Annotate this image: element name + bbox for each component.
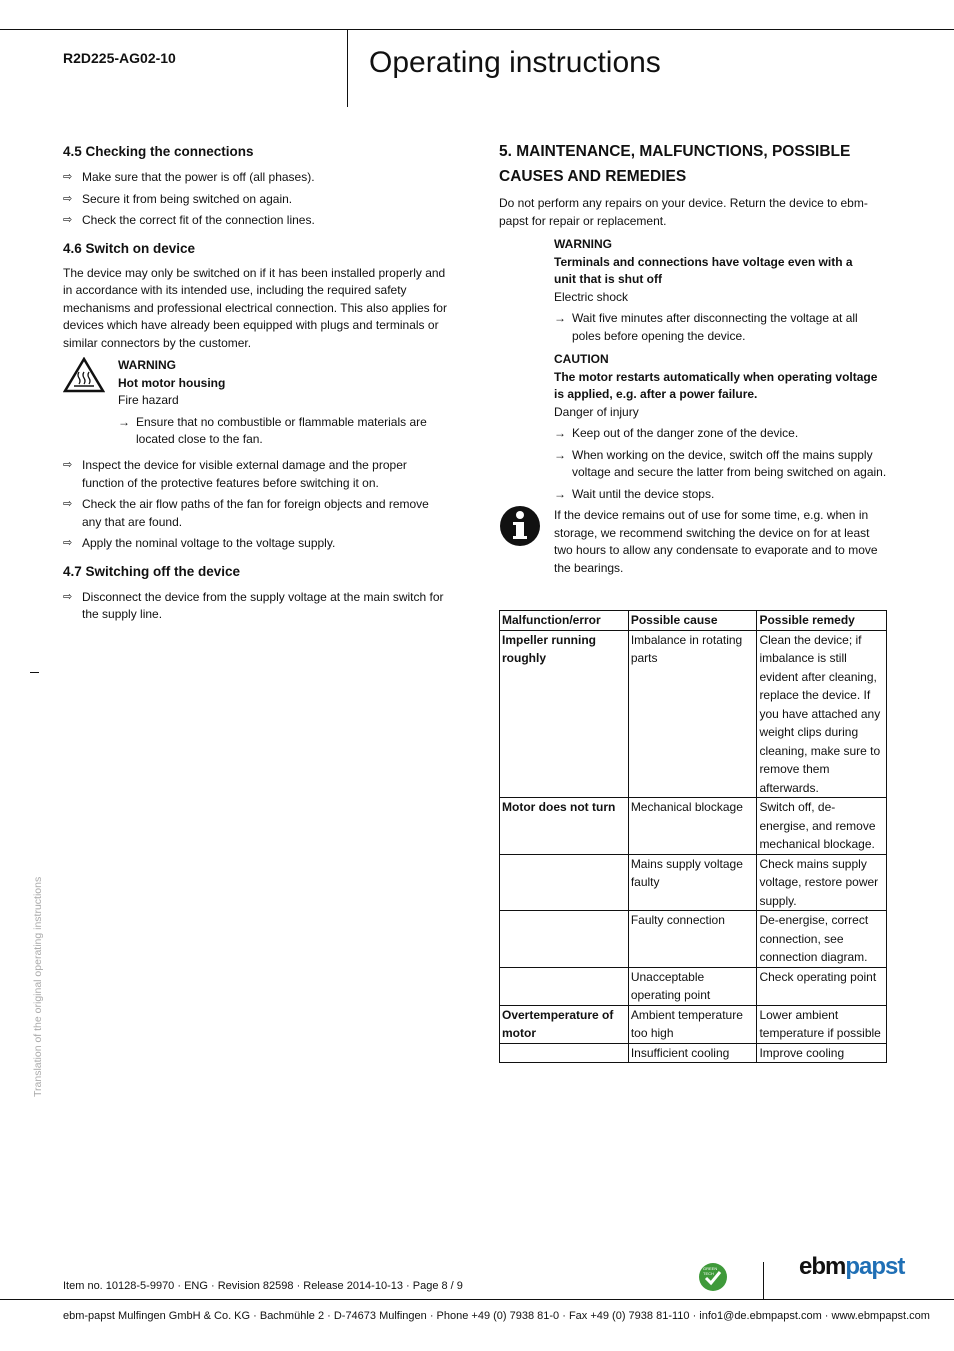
warning-actions — [118, 414, 448, 449]
side-note: Translation of the original operating instructions — [32, 876, 44, 1097]
table-cell: Faulty connection — [628, 911, 757, 968]
caution-label: CAUTION — [554, 352, 609, 366]
warning-label: WARNING — [554, 237, 612, 251]
table-cell — [500, 1043, 629, 1063]
arrow-bullet-icon: ⇨ — [63, 590, 73, 603]
table-cell: Overtemperature of motor — [500, 1005, 629, 1043]
list-item: → Keep out of the danger zone of the device. — [554, 425, 888, 443]
table-cell: Imbalance in rotating parts — [628, 630, 757, 798]
footer-rule — [0, 1299, 954, 1300]
table-header-row — [500, 611, 887, 631]
arrow-bullet-icon: ⇨ — [63, 537, 73, 549]
list-item: ⇨ Make sure that the power is off (all phases). — [63, 169, 449, 187]
right-column — [499, 139, 889, 579]
item-info-line: Item no. 10128-5-9970 · ENG · Revision 82598 · Release 2014-10-13 · Page 8 / 9 — [63, 1280, 463, 1292]
warning-title: Hot motor housing — [118, 375, 226, 390]
hot-surface-warning-icon — [63, 357, 105, 393]
list-item: ⇨ Inspect the device for visible external damage and the proper function of the protective features before switching it on. — [63, 458, 407, 490]
warning-title: Terminals and connections have voltage even with a unit that is shut off — [554, 254, 853, 286]
table-row — [500, 1005, 887, 1043]
table-cell — [500, 967, 629, 1005]
logo-papst: papst — [845, 1253, 905, 1280]
table-cell: Lower ambient temperature if possible — [757, 1005, 887, 1043]
list-item: → Wait until the device stops. — [554, 486, 888, 504]
table-row — [500, 911, 887, 968]
right-arrow-icon: → — [554, 426, 566, 440]
company-address-line: ebm-papst Mulfingen GmbH & Co. KG · Bachmühle 2 · D-74673 Mulfingen · Phone +49 (0) 7938 81-0 · Fax +49 (0) 7938 81-110 · info1@de.ebmpapst.com · www.ebmpapst.com — [63, 1310, 930, 1322]
arrow-bullet-icon: ⇨ — [63, 214, 73, 226]
warning-subtitle: Electric shock — [554, 289, 629, 304]
header-top-rule — [0, 29, 954, 30]
caution-actions — [554, 425, 888, 503]
section-4-7-list — [63, 589, 449, 624]
list-item: → Ensure that no combustible or flammable materials are located close to the fan. — [118, 414, 427, 446]
malfunction-table — [499, 610, 887, 1063]
info-block — [499, 507, 889, 579]
caution-block — [554, 351, 888, 503]
table-row — [500, 854, 887, 911]
right-arrow-icon: → — [554, 447, 566, 462]
section-4-7-heading: 4.7 Switching off the device — [63, 563, 241, 579]
column-header: Possible remedy — [757, 611, 887, 631]
section-5-heading: 5. MAINTENANCE, MALFUNCTIONS, POSSIBLE CAUSES AND REMEDIES — [499, 143, 851, 185]
header-divider — [347, 29, 348, 107]
section-4-6-heading: 4.6 Switch on device — [63, 240, 196, 256]
electric-warning-block — [554, 236, 888, 345]
warning-label: WARNING — [118, 358, 176, 372]
table-cell: Clean the device; if imbalance is still evident after cleaning, replace the device. If you have attached any weight clips during cleaning, make sure to remove them afterwards. — [757, 630, 887, 798]
logo-ebm: ebm — [799, 1253, 846, 1280]
section-4-6-text: The device may only be switched on if it has been installed properly and in accordance with its intended use, including the required safety mechanisms and professional electrical connection. This also applies for devices which have already been equipped with plugs and terminals or similar connectors by the customer. — [63, 265, 447, 350]
table-cell: Check operating point — [757, 967, 887, 1005]
caution-subtitle: Danger of injury — [554, 404, 639, 419]
warning-subtitle: Fire hazard — [118, 393, 179, 407]
ebmpapst-logo — [799, 1253, 905, 1280]
table-cell — [500, 911, 629, 968]
table-cell: Insufficient cooling — [628, 1043, 757, 1063]
table-cell: Improve cooling — [757, 1043, 887, 1063]
info-icon — [499, 505, 541, 547]
warning-actions — [554, 310, 888, 345]
table-row — [500, 1043, 887, 1063]
warning-block — [63, 357, 449, 449]
table-cell: Motor does not turn — [500, 798, 629, 855]
footer-divider — [763, 1262, 764, 1300]
list-item: → When working on the device, switch off the mains supply voltage and secure the latter from being switched on again. — [554, 447, 887, 479]
table-cell: Mains supply voltage faulty — [628, 854, 757, 911]
list-item: ⇨ Disconnect the device from the supply voltage at the main switch for the supply line. — [63, 589, 444, 621]
list-item: ⇨ Secure it from being switched on again. — [63, 191, 449, 209]
table-row — [500, 630, 887, 798]
caution-title: The motor restarts automatically when operating voltage is applied, e.g. after a power failure. — [554, 369, 878, 401]
table-cell: Mechanical blockage — [628, 798, 757, 855]
left-column — [63, 143, 449, 628]
table-cell: Check mains supply voltage, restore power supply. — [757, 854, 887, 911]
arrow-bullet-icon: ⇨ — [63, 498, 73, 510]
list-item: ⇨ Check the air flow paths of the fan for foreign objects and remove any that are found. — [63, 497, 429, 529]
section-5-text: Do not perform any repairs on your device. Return the device to ebm-papst for repair or replacement. — [499, 196, 868, 228]
arrow-bullet-icon: ⇨ — [63, 459, 73, 471]
column-header: Possible cause — [628, 611, 757, 631]
list-item: ⇨ Check the correct fit of the connection lines. — [63, 212, 449, 230]
table-cell: Ambient temperature too high — [628, 1005, 757, 1043]
green-tech-text: GREEN TECH — [703, 1266, 718, 1276]
table-row — [500, 967, 887, 1005]
table-row — [500, 798, 887, 855]
table-cell — [500, 854, 629, 911]
column-header: Malfunction/error — [500, 611, 629, 631]
list-item: ⇨ Apply the nominal voltage to the voltage supply. — [63, 535, 449, 553]
margin-mark — [30, 672, 39, 673]
table-cell: Impeller running roughly — [500, 630, 629, 798]
section-4-6-list — [63, 457, 449, 553]
right-arrow-icon: → — [118, 414, 130, 429]
section-4-5-heading: 4.5 Checking the connections — [63, 144, 254, 159]
arrow-bullet-icon: ⇨ — [63, 192, 73, 205]
table-cell: Unacceptable operating point — [628, 967, 757, 1005]
right-arrow-icon: → — [554, 486, 566, 501]
list-item: → Wait five minutes after disconnecting the voltage at all poles before opening the device. — [554, 311, 858, 343]
table-cell: De-energise, correct connection, see connection diagram. — [757, 911, 887, 968]
table-cell: Switch off, de-energise, and remove mechanical blockage. — [757, 798, 887, 855]
page-title: Operating instructions — [369, 46, 661, 79]
model-number: R2D225-AG02-10 — [63, 50, 176, 66]
section-4-5-list — [63, 169, 449, 230]
info-text: If the device remains out of use for some time, e.g. when in storage, we recommend switching the device on for at least two hours to allow any condensate to evaporate and to move the bearings. — [554, 508, 878, 575]
right-arrow-icon: → — [554, 311, 566, 325]
green-tech-badge — [698, 1262, 728, 1292]
arrow-bullet-icon: ⇨ — [63, 171, 73, 183]
